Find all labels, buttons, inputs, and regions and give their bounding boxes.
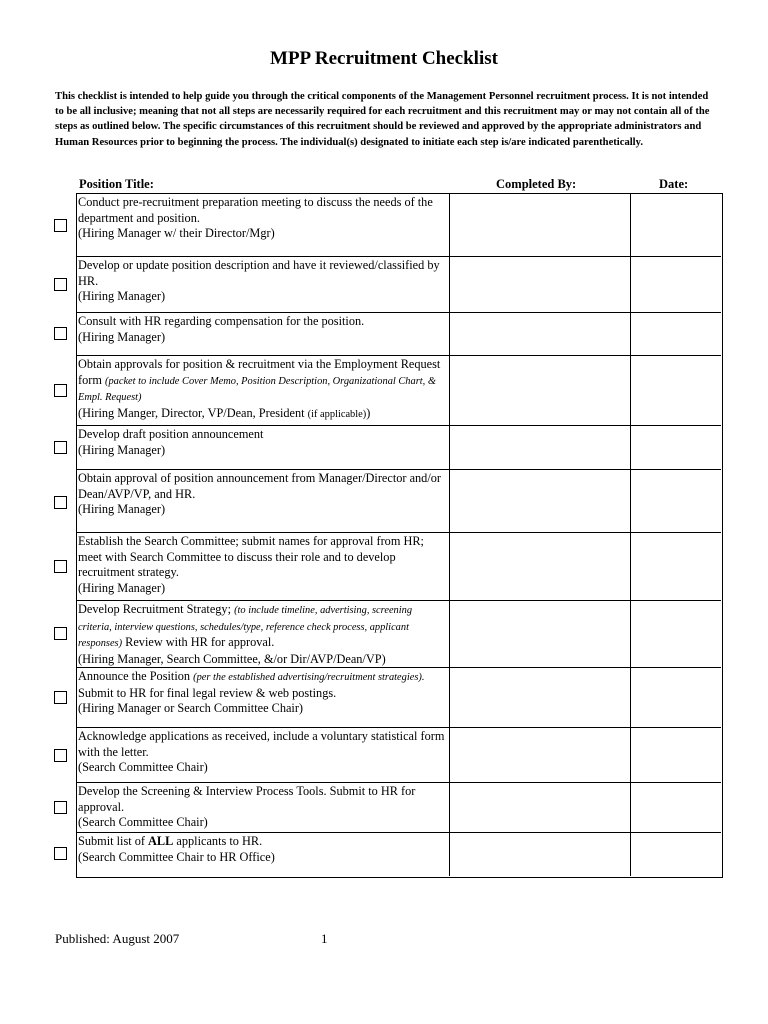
step-2-task xyxy=(77,257,450,312)
step-text-continued: Submit to HR for final legal review & web postings. xyxy=(78,685,337,700)
step-5-checkbox[interactable] xyxy=(54,441,67,454)
table-row xyxy=(77,601,721,668)
step-responsible-qualifier: (if applicable) xyxy=(307,408,367,420)
step-responsible: (Hiring Manager) xyxy=(78,289,166,304)
step-8-completed-by-cell[interactable] xyxy=(450,601,631,667)
checklist-table xyxy=(76,193,723,878)
step-text: Obtain approval of position announcement from Manager/Director and/or Dean/AVP/VP, and HR. xyxy=(78,471,441,501)
step-responsible: (Hiring Manager) xyxy=(78,442,166,457)
step-text: Acknowledge applications as received, include a voluntary statistical form with the letter. xyxy=(78,729,445,759)
step-emphasis: ALL xyxy=(148,834,174,848)
published-date: Published: August 2007 xyxy=(55,931,180,946)
step-4-completed-by-cell[interactable] xyxy=(450,356,631,425)
table-row xyxy=(77,833,721,876)
step-4-checkbox[interactable] xyxy=(54,384,67,397)
step-4-date-cell[interactable] xyxy=(631,356,721,425)
step-11-checkbox[interactable] xyxy=(54,801,67,814)
step-text: Establish the Search Committee; submit names for approval from HR; meet with Search Committee to discuss their role and to develop recruitment strategy. xyxy=(78,534,424,580)
step-text: Submit list of xyxy=(78,834,145,848)
step-text-continued: applicants to HR. xyxy=(176,834,263,848)
step-1-completed-by-cell[interactable] xyxy=(450,194,631,256)
table-row xyxy=(77,668,721,728)
step-5-date-cell[interactable] xyxy=(631,426,721,469)
step-text: Announce the Position xyxy=(78,669,191,683)
step-4-task xyxy=(77,356,450,425)
step-3-date-cell[interactable] xyxy=(631,313,721,355)
completed-by-header: Completed By: xyxy=(496,177,577,191)
step-responsible: (Search Committee Chair to HR Office) xyxy=(78,849,275,864)
table-row xyxy=(77,470,721,533)
step-11-completed-by-cell[interactable] xyxy=(450,783,631,832)
step-11-task xyxy=(77,783,450,832)
date-header: Date: xyxy=(659,177,689,191)
position-title-header: Position Title: xyxy=(79,177,154,191)
step-10-task xyxy=(77,728,450,782)
step-responsible: (Hiring Manager) xyxy=(78,580,166,595)
step-note: (to include timeline, advertising, screening criteria, interview questions, schedules/type, reference check process, applicant responses) xyxy=(78,605,413,650)
step-10-completed-by-cell[interactable] xyxy=(450,728,631,782)
step-responsible: (Hiring Manger, Director, VP/Dean, President xyxy=(78,405,308,420)
step-note: (packet to include Cover Memo, Position Description, Organizational Chart, & Empl. Request) xyxy=(78,375,436,404)
step-9-task xyxy=(77,668,450,727)
step-responsible: (Search Committee Chair) xyxy=(78,815,208,830)
step-responsible: (Hiring Manager or Search Committee Chair) xyxy=(78,701,304,716)
step-text: Consult with HR regarding compensation for the position. xyxy=(78,314,365,328)
step-1-checkbox[interactable] xyxy=(54,219,67,232)
table-row xyxy=(77,783,721,833)
step-3-task xyxy=(77,313,450,355)
step-6-task xyxy=(77,470,450,532)
table-row xyxy=(77,194,721,257)
step-text: Obtain approvals for position & recruitment via the Employment Request form xyxy=(78,357,441,387)
table-row xyxy=(77,313,721,356)
step-5-completed-by-cell[interactable] xyxy=(450,426,631,469)
step-responsible: (Search Committee Chair) xyxy=(78,760,208,775)
step-7-task xyxy=(77,533,450,600)
step-12-date-cell[interactable] xyxy=(631,833,721,876)
step-responsible: (Hiring Manager, Search Committee, &/or Dir/AVP/Dean/VP) xyxy=(78,651,386,666)
step-text-continued: Review with HR for approval. xyxy=(125,635,275,650)
step-2-completed-by-cell[interactable] xyxy=(450,257,631,312)
step-10-checkbox[interactable] xyxy=(54,749,67,762)
step-responsible: (Hiring Manager w/ their Director/Mgr) xyxy=(78,226,275,241)
step-text: Develop the Screening & Interview Process Tools. Submit to HR for approval. xyxy=(78,784,416,814)
step-6-checkbox[interactable] xyxy=(54,496,67,509)
step-12-checkbox[interactable] xyxy=(54,847,67,860)
step-6-date-cell[interactable] xyxy=(631,470,721,532)
step-1-task xyxy=(77,194,450,256)
step-2-date-cell[interactable] xyxy=(631,257,721,312)
step-8-checkbox[interactable] xyxy=(54,627,67,640)
table-row xyxy=(77,257,721,313)
step-note: (per the established advertising/recruitment strategies). xyxy=(193,672,425,683)
step-5-task xyxy=(77,426,450,469)
table-row xyxy=(77,728,721,783)
step-12-task xyxy=(77,833,450,876)
step-responsible: (Hiring Manager) xyxy=(78,329,166,344)
step-3-checkbox[interactable] xyxy=(54,327,67,340)
step-7-checkbox[interactable] xyxy=(54,560,67,573)
table-row xyxy=(77,533,721,601)
step-1-date-cell[interactable] xyxy=(631,194,721,256)
intro-paragraph: This checklist is intended to help guide you through the critical components of the Management Personnel recruitment process. It is not intended to be all inclusive; meaning that not all steps are necessarily required for each recruitment and this recruitment may or may not contain all of the steps as outlined below. The specific circumstances of this recruitment should be reviewed and approved by the appropriate administrators and Human Resources prior to beginning the process. The individual(s) designated to initiate each step is/are indicated parenthetically. xyxy=(55,91,710,148)
step-text: Develop or update position description and have it reviewed/classified by HR. xyxy=(78,258,440,288)
step-text: Conduct pre-recruitment preparation meeting to discuss the needs of the department and position. xyxy=(78,195,433,225)
step-11-date-cell[interactable] xyxy=(631,783,721,832)
step-text: Develop Recruitment Strategy; xyxy=(78,602,231,616)
step-9-checkbox[interactable] xyxy=(54,691,67,704)
table-row xyxy=(77,426,721,470)
step-9-date-cell[interactable] xyxy=(631,668,721,727)
step-9-completed-by-cell[interactable] xyxy=(450,668,631,727)
step-12-completed-by-cell[interactable] xyxy=(450,833,631,876)
step-2-checkbox[interactable] xyxy=(54,278,67,291)
step-responsible: (Hiring Manager) xyxy=(78,502,166,517)
table-row xyxy=(77,356,721,426)
document-title: MPP Recruitment Checklist xyxy=(270,48,498,69)
step-8-date-cell[interactable] xyxy=(631,601,721,667)
step-7-completed-by-cell[interactable] xyxy=(450,533,631,600)
step-responsible-close: ) xyxy=(366,405,371,420)
step-6-completed-by-cell[interactable] xyxy=(450,470,631,532)
step-text: Develop draft position announcement xyxy=(78,427,264,441)
page-number: 1 xyxy=(321,931,328,946)
step-8-task xyxy=(77,601,450,667)
step-3-completed-by-cell[interactable] xyxy=(450,313,631,355)
step-10-date-cell[interactable] xyxy=(631,728,721,782)
step-7-date-cell[interactable] xyxy=(631,533,721,600)
